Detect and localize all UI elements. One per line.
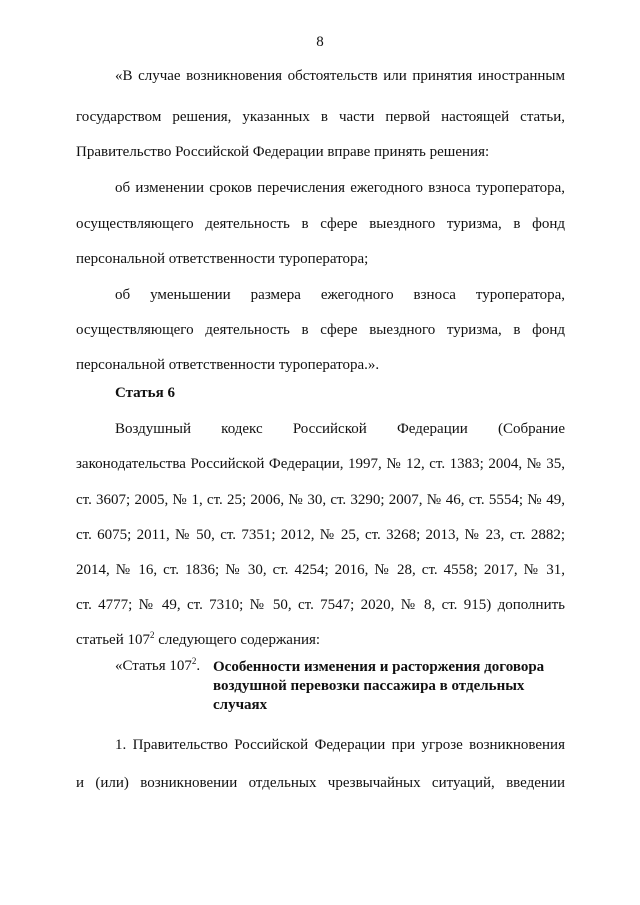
paragraph-line: 1. Правительство Российской Федерации при угрозе возникновения (115, 737, 565, 753)
paragraph-line: осуществляющего деятельность в сфере выездного туризма, в фонд (76, 216, 565, 232)
paragraph-line: Правительство Российской Федерации вправе принять решения: (76, 144, 490, 160)
paragraph-text: статьей 107 (76, 632, 150, 648)
new-article-label (115, 658, 200, 675)
paragraph-line: «В случае возникновения обстоятельств или принятия иностранным (115, 68, 565, 84)
paragraph-line: и (или) возникновении отдельных чрезвычайных ситуаций, введении (76, 775, 565, 791)
paragraph-line: 2014, № 16, ст. 1836; № 30, ст. 4254; 2016, № 28, ст. 4558; 2017, № 31, (76, 562, 565, 578)
paragraph-line: ст. 4777; № 49, ст. 7310; № 50, ст. 7547; 2020, № 8, ст. 915) дополнить (76, 597, 565, 613)
paragraph-line: осуществляющего деятельность в сфере выездного туризма, в фонд (76, 322, 565, 338)
new-article-label-text: «Статья 107 (115, 658, 192, 674)
paragraph-line: персональной ответственности туроператора; (76, 251, 369, 267)
article-heading: Статья 6 (115, 385, 175, 401)
paragraph-text: следующего содержания: (154, 632, 321, 648)
paragraph-line: государством решения, указанных в части первой настоящей статьи, (76, 109, 565, 125)
superscript: 2 (150, 630, 155, 640)
paragraph-line: Воздушный кодекс Российской Федерации (Собрание (115, 421, 565, 437)
paragraph-line: персональной ответственности туроператора.». (76, 357, 380, 373)
paragraph-line (76, 622, 565, 659)
paragraph-line: ст. 6075; 2011, № 50, ст. 7351; 2012, № 25, ст. 3268; 2013, № 23, ст. 2882; (76, 527, 565, 543)
page-number: 8 (316, 34, 324, 50)
new-article-title: Особенности изменения и расторжения договора воздушной перевозки пассажира в отдельных случаях (213, 659, 545, 713)
new-article-label-dot: . (196, 658, 201, 674)
superscript: 2 (191, 656, 197, 666)
paragraph-line: об уменьшении размера ежегодного взноса туроператора, (115, 287, 565, 303)
paragraph-line: об изменении сроков перечисления ежегодного взноса туроператора, (115, 180, 565, 196)
paragraph-line: законодательства Российской Федерации, 1997, № 12, ст. 1383; 2004, № 35, (76, 456, 565, 472)
paragraph-line: ст. 3607; 2005, № 1, ст. 25; 2006, № 30, ст. 3290; 2007, № 46, ст. 5554; № 49, (76, 492, 565, 508)
